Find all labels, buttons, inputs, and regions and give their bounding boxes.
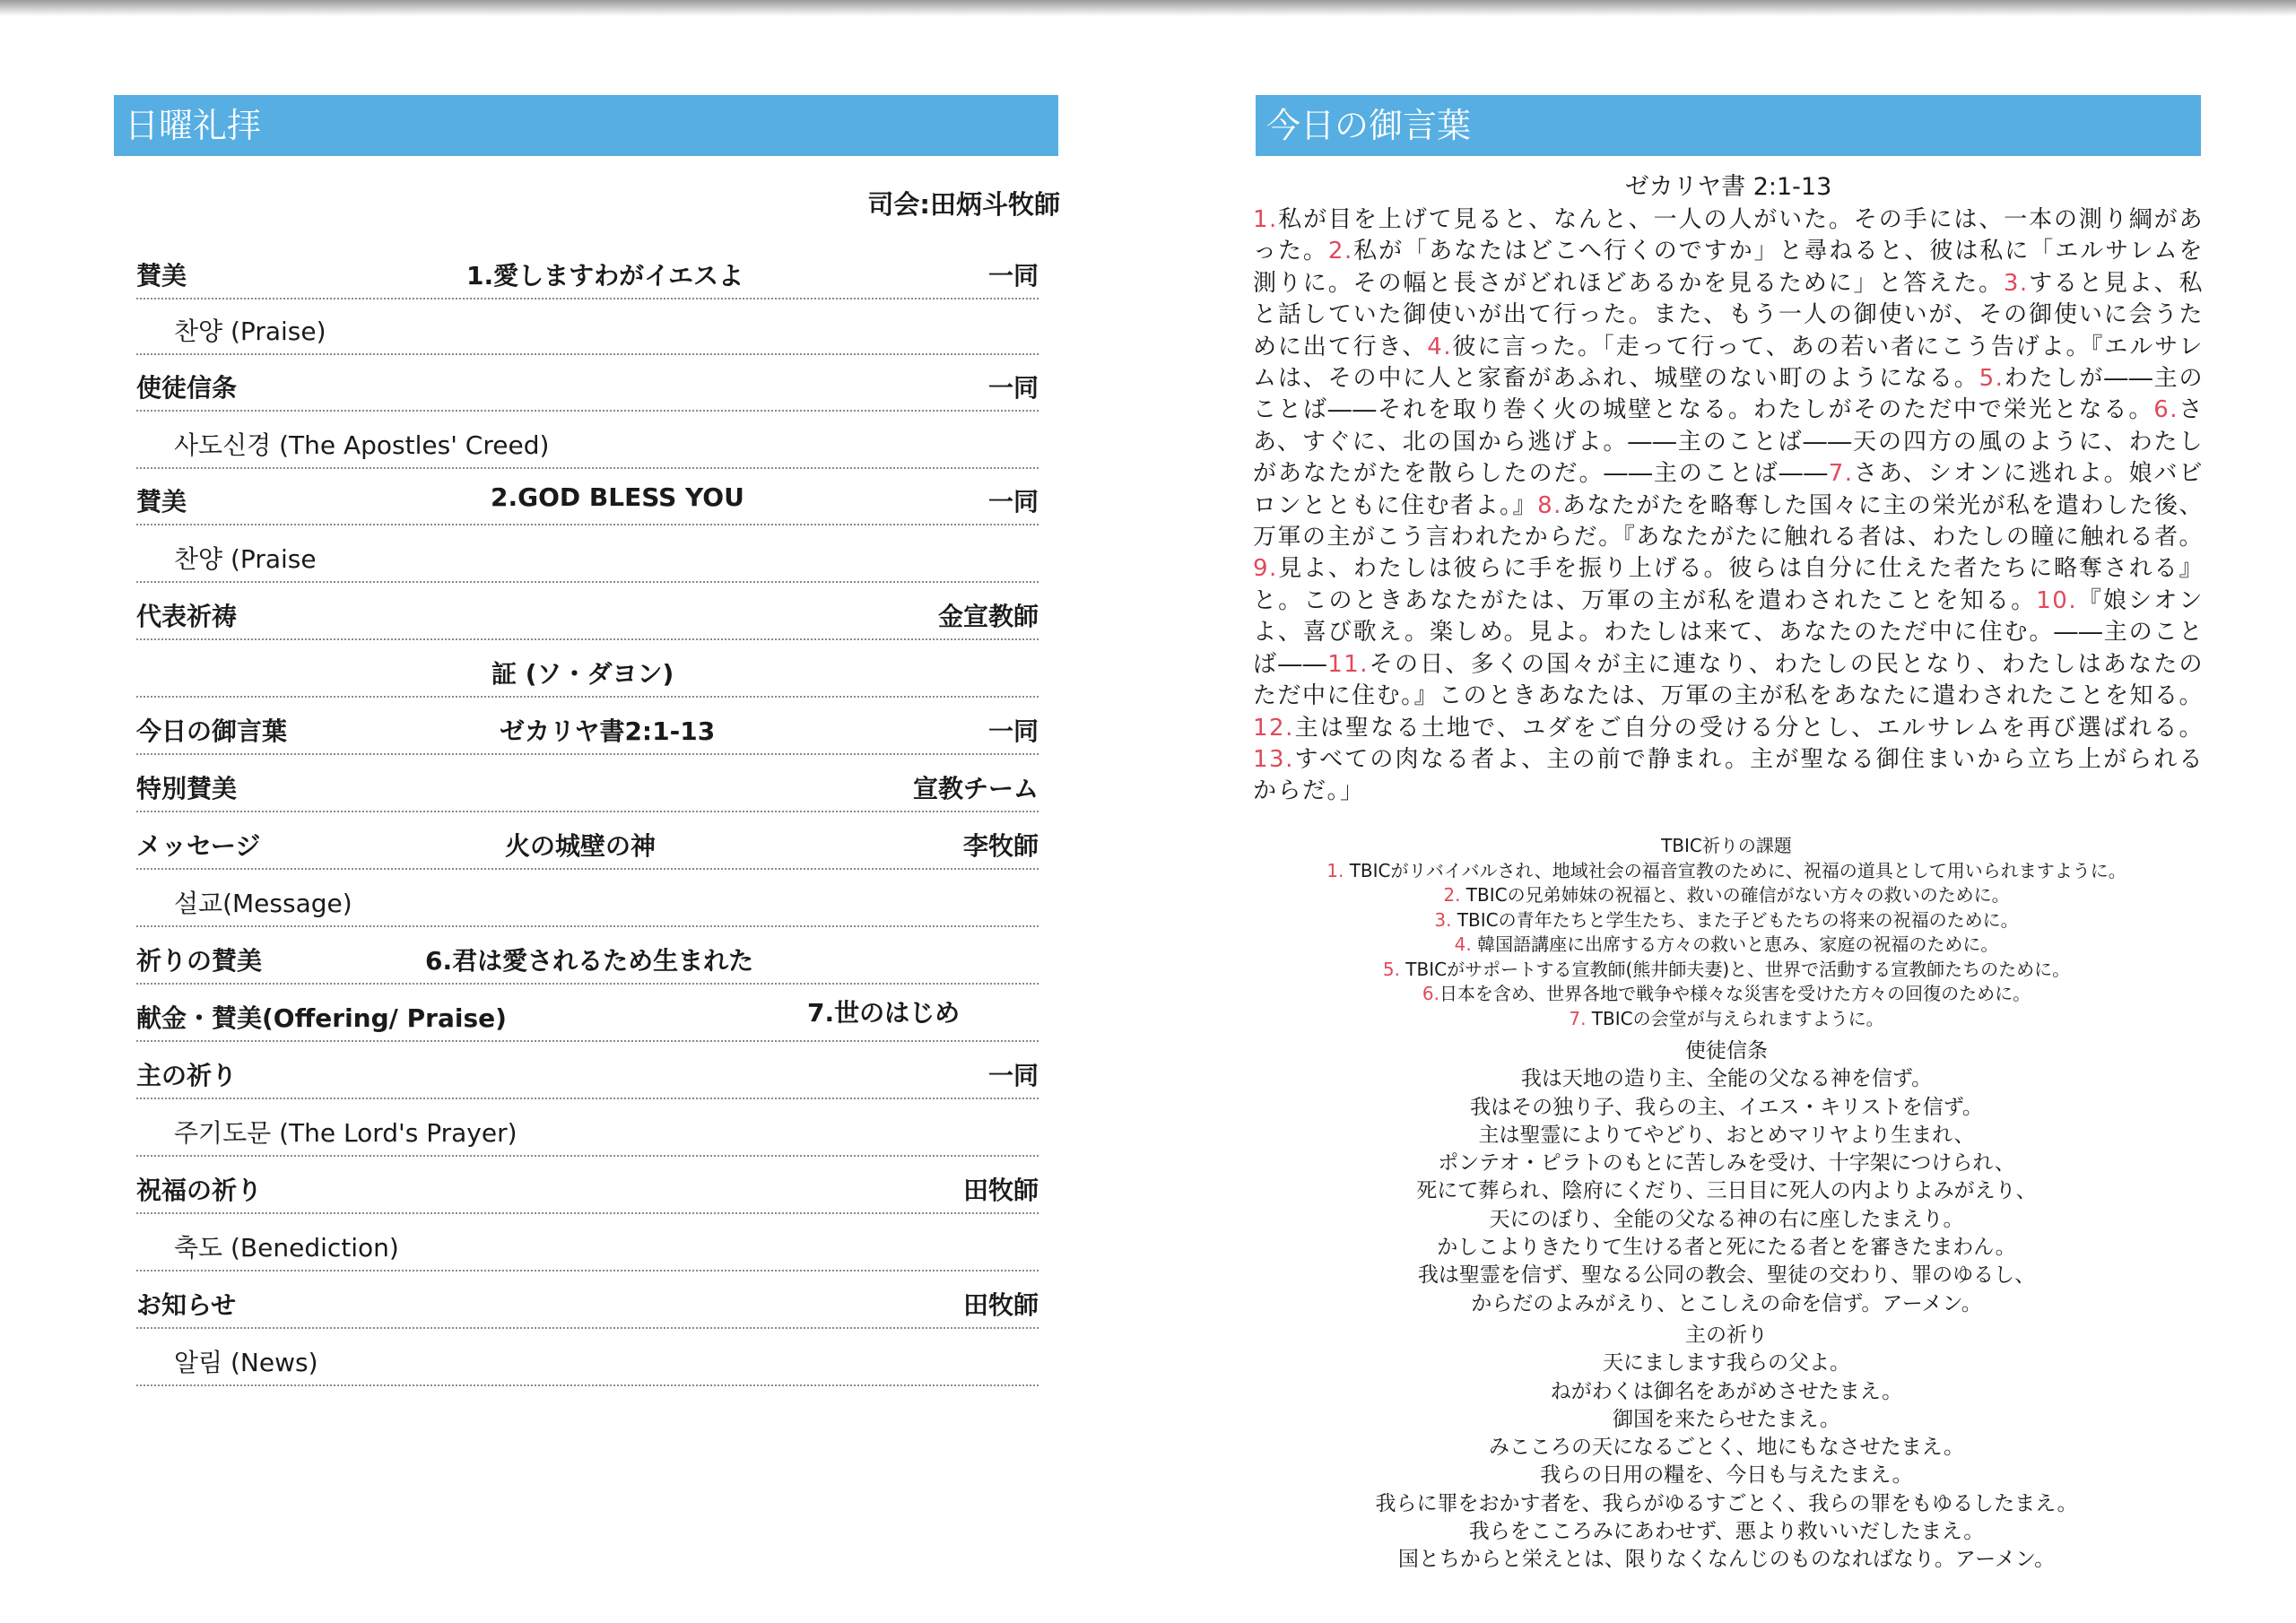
prayer-text: TBICの青年たちと学生たち、また子どもたちの将来の祝福のために。 (1451, 908, 2019, 931)
order-row (136, 299, 1039, 355)
creed-line: かしこよりきたりて生ける者と死にたる者とを審きたまわん。 (1437, 1236, 2016, 1260)
order-sub: 알림 (News) (174, 1348, 318, 1377)
scripture-body (1253, 204, 2204, 808)
prayer-text: TBICの会堂が与えられますように。 (1586, 1007, 1884, 1029)
order-label: 献金・賛美(Offering/ Praise) (136, 1003, 507, 1033)
verse-number: 11. (1327, 650, 1370, 678)
todays-word-header: 今日の御言葉 (1256, 95, 2201, 156)
order-right: 金宣教師 (937, 602, 1039, 631)
creed-line: 主は聖霊によりてやどり、おとめマリヤより生まれ、 (1478, 1123, 1975, 1147)
prayer-text: TBICがサポートする宣教師(熊井師夫妻)と、世界で活動する宣教師たちのために。 (1399, 958, 2071, 980)
prayer-item (1247, 958, 2206, 983)
order-right: 一同 (987, 716, 1039, 746)
verse-number: 7. (1828, 460, 1854, 488)
order-row (136, 585, 1039, 640)
verse-number: 5. (1979, 365, 2005, 393)
order-label: 使徒信条 (136, 373, 238, 403)
order-row (136, 244, 1039, 299)
verse-number: 13. (1253, 745, 1294, 773)
order-row (136, 642, 1039, 698)
scripture-reference: ゼカリヤ書 2:1-13 (1624, 173, 1832, 201)
lords-prayer-line: 御国を来たらせたまえ。 (1613, 1407, 1840, 1431)
verse-text: その日、多くの国々が主に連なり、わたしの民となり、わたしはあなたのただ中に住む。』このときあなたは、万軍の主が私をあなたに遣わされたことを知る。 (1253, 650, 2204, 710)
order-label: お知らせ (136, 1290, 237, 1320)
prayer-text: TBICの兄弟姉妹の祝福と、救いの確信がない方々の救いのために。 (1460, 884, 2010, 906)
order-middle: 火の城壁の神 (505, 831, 657, 861)
order-right: 一同 (987, 487, 1039, 516)
order-row (136, 814, 1039, 870)
order-sub: 사도신경 (The Apostles' Creed) (174, 430, 550, 460)
lords-prayer-line: 我らの日用の糧を、今日も与えたまえ。 (1540, 1463, 1913, 1488)
lords-prayer-line: 我らをこころみにあわせず、悪より救いいだしたまえ。 (1468, 1520, 1985, 1544)
prayer-number: 5. (1382, 958, 1400, 980)
order-row (136, 1331, 1039, 1386)
verse-text: すべての肉なる者よ、主の前で静まれ。主が聖なる御住まいから立ち上がられるからだ。」 (1253, 745, 2204, 805)
creed-title: 使徒信条 (1685, 1039, 1768, 1063)
order-middle: ゼカリヤ書2:1-13 (500, 716, 716, 746)
creed-line: ポンテオ・ピラトのもとに苦しみを受け、十字架につけられ、 (1438, 1151, 2015, 1176)
verse-number: 8. (1537, 491, 1562, 519)
order-label: 祝福の祈り (136, 1176, 263, 1205)
order-label: 代表祈祷 (136, 602, 238, 631)
prayer-text: 日本を含め、世界各地で戦争や様々な災害を受けた方々の回復のために。 (1439, 983, 2031, 1004)
prayer-number: 2. (1443, 884, 1461, 906)
order-sub: 찬양 (Praise) (174, 317, 326, 346)
verse-text: すると見よ、私と話していた御使いが出て行った。また、もう一人の御使いが、その御使いに会うために出て行き、 (1253, 269, 2204, 360)
lords-prayer-title: 主の祈り (1685, 1324, 1768, 1347)
verse-text: 私が「あなたはどこへ行くのですか」と尋ねると、彼は私に「エルサレムを測りに。その幅と長さがどれほどあるかを見るために」と答えた。 (1253, 238, 2204, 297)
verse-text: さあ、すぐに、北の国から逃げよ。――主のことば――天の四方の風のように、わたしがあなたがたを散らしたのだ。――主のことば―― (1253, 396, 2204, 488)
order-middle: 2.GOD BLESS YOU (491, 482, 744, 512)
verse-number: 10. (2036, 586, 2078, 614)
verse-number: 6. (2153, 396, 2179, 424)
order-right: 田牧師 (962, 1290, 1039, 1320)
lords-prayer-line: 国とちからと栄えとは、限りなくなんじのものなればなり。アーメン。 (1397, 1548, 2056, 1572)
order-row (136, 1159, 1039, 1214)
verse-text: 『娘シオンよ、喜び歌え。楽しめ。見よ。わたしは来て、あなたのただ中に住む。――主のことば―― (1253, 586, 2204, 678)
verse-text: あなたがたを略奪した国々に主の栄光が私を遣わした後、万軍の主がこう言われたからだ。『あなたがたに触れる者は、わたしの瞳に触れる者。 (1253, 491, 2204, 551)
verse-text: 私が目を上げて見ると、なんと、一人の人がいた。その手には、一本の測り綱があった。 (1253, 206, 2204, 265)
order-row (136, 470, 1039, 525)
verse-text: 主は聖なる土地で、ユダをご自分の受ける分とし、エルサレムを再び選ばれる。 (1293, 714, 2204, 742)
order-label: 主の祈り (136, 1061, 238, 1090)
order-middle: 7.世のはじめ (807, 998, 961, 1028)
order-sub: 설교(Message) (174, 889, 352, 918)
lords-prayer-line: みこころの天になるごとく、地にもなさせたまえ。 (1489, 1436, 1964, 1460)
order-row (136, 929, 1039, 985)
order-label: 祈りの賛美 (136, 946, 263, 976)
scan-shadow (0, 0, 2296, 16)
verse-number: 3. (2003, 269, 2029, 297)
creed-line: 我は天地の造り主、全能の父なる神を信ず。 (1520, 1067, 1933, 1091)
verse-text: 彼に言った。「走って行って、あの若い者にこう告げよ。『エルサレムは、その中に人と家畜があふれ、城壁のない町のようになる。 (1253, 333, 2204, 393)
prayer-number: 1. (1326, 859, 1344, 881)
order-label: 賛美 (136, 487, 187, 516)
order-label: 賛美 (136, 261, 187, 291)
verse-text: 見よ、わたしは彼らに手を振り上げる。彼らは自分に仕えた者たちに略奪される』と。このときあなたがたは、万軍の主が私を遣わされたことを知る。 (1253, 555, 2204, 614)
prayer-item (1247, 908, 2206, 933)
order-row (136, 872, 1039, 927)
creed-line: 我は聖霊を信ず、聖なる公同の教会、聖徒の交わり、罪のゆるし、 (1417, 1263, 2036, 1288)
sunday-worship-header: 日曜礼拝 (114, 95, 1058, 156)
verse-number: 12. (1253, 714, 1294, 742)
order-row (136, 757, 1039, 812)
order-row (136, 527, 1039, 583)
verse-text: さあ、シオンに逃れよ。娘バビロンとともに住む者よ。』 (1253, 460, 2204, 519)
prayer-item (1247, 982, 2206, 1007)
order-label: 特別賛美 (136, 774, 238, 803)
order-sub: 찬양 (Praise (174, 544, 317, 574)
lords-prayer-line: 我らに罪をおかす者を、我らがゆるすごとく、我らの罪をもゆるしたまえ。 (1375, 1491, 2078, 1515)
prayer-item (1247, 883, 2206, 908)
order-row (136, 1044, 1039, 1099)
prayer-item (1247, 859, 2206, 884)
order-sub: 주기도문 (The Lord's Prayer) (174, 1118, 517, 1148)
prayer-item (1247, 933, 2206, 958)
order-row (136, 1101, 1039, 1157)
order-right: 一同 (987, 261, 1039, 291)
order-label: メッセージ (136, 831, 261, 861)
order-sub: 축도 (Benediction) (174, 1233, 399, 1263)
creed-line: からだのよみがえり、とこしえの命を信ず。アーメン。 (1471, 1291, 1982, 1315)
verse-number: 4. (1427, 333, 1453, 360)
prayer-topics (1247, 834, 2206, 1031)
order-row (136, 413, 1039, 469)
prayer-title: TBIC祈りの課題 (1661, 835, 1792, 856)
order-right: 李牧師 (962, 831, 1039, 861)
prayer-text: 韓国語講座に出席する方々の救いと恵み、家庭の祝福のために。 (1471, 933, 1999, 955)
prayer-number: 3. (1434, 908, 1452, 931)
order-middle: 1.愛しますわがイエスよ (466, 261, 744, 291)
verse-number: 2. (1327, 238, 1353, 265)
order-row (136, 699, 1039, 755)
creed-line: 死にて葬られ、陰府にくだり、三日目に死人の内よりよみがえり、 (1416, 1179, 2037, 1203)
prayer-number: 6. (1422, 983, 1439, 1004)
order-right: 田牧師 (962, 1176, 1039, 1205)
verse-number: 1. (1253, 206, 1278, 233)
prayer-number: 7. (1569, 1007, 1587, 1029)
creed-line: 天にのぼり、全能の父なる神の右に座したまえり。 (1489, 1207, 1964, 1231)
verse-number: 9. (1253, 555, 1278, 583)
lords-prayer-line: 天にまします我らの父よ。 (1603, 1351, 1850, 1376)
verse-text: わたしが――主のことば――それを取り巻く火の城壁となる。わたしがそのただ中で栄光となる。 (1253, 365, 2204, 424)
order-row (136, 986, 1039, 1042)
order-row (136, 1273, 1039, 1329)
scripture-passage (1253, 170, 2204, 808)
order-middle: 6.君は愛されるため生まれた (425, 946, 754, 976)
prayer-text: TBICがリバイバルされ、地域社会の福音宣教のために、祝福の道具として用いられますように。 (1344, 859, 2126, 881)
order-row (136, 356, 1039, 412)
order-middle: 証 (ソ・ダヨン) (491, 659, 674, 689)
order-row (136, 1216, 1039, 1271)
order-label: 今日の御言葉 (136, 716, 288, 746)
lords-prayer-line: ねがわくは御名をあがめさせたまえ。 (1550, 1379, 1903, 1403)
order-right: 宣教チーム (912, 774, 1039, 803)
order-right: 一同 (987, 373, 1039, 403)
prayer-number: 4. (1454, 933, 1472, 955)
host-label: 司会:田炳斗牧師 (867, 189, 1060, 220)
creed-line: 我はその独り子、我らの主、イエス・キリストを信ず。 (1470, 1095, 1983, 1119)
order-right: 一同 (987, 1061, 1039, 1090)
lords-prayer (1247, 1322, 2206, 1575)
prayer-item (1247, 1007, 2206, 1032)
apostles-creed (1247, 1037, 2206, 1318)
